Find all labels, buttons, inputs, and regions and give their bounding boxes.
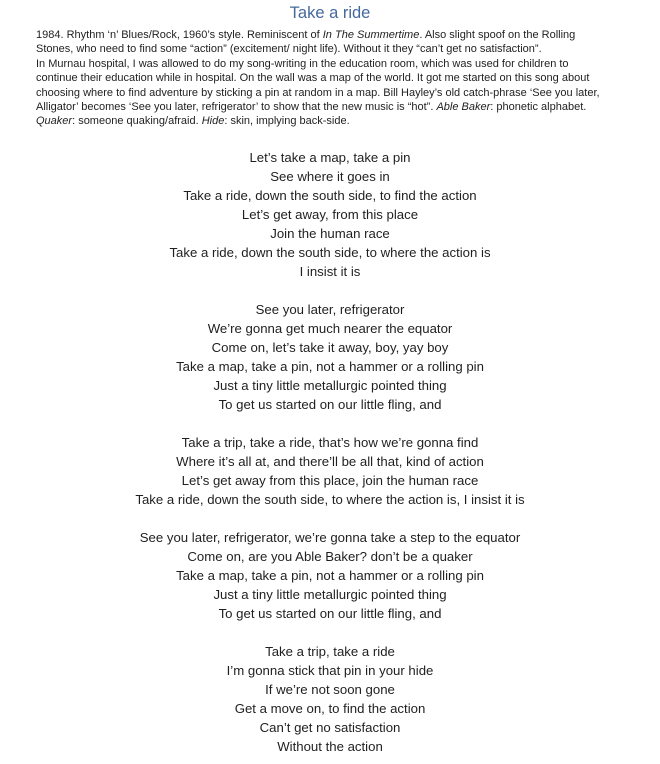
stanza (0, 642, 660, 756)
lyric-line: Just a tiny little metallurgic pointed thing (213, 586, 447, 602)
intro-segment: choosing where to find adventure by sticking a pin at random in a map. Bill Hayley’s old catch-phrase ‘See you later, (36, 86, 600, 99)
intro-segment: In Murnau hospital, I was allowed to do my song-writing in the education room, which was used for children to (36, 57, 569, 70)
lyric-line: Take a map, take a pin, not a hammer or a rolling pin (176, 567, 484, 583)
lyric-line: See you later, refrigerator, we’re gonna take a step to the equator (139, 529, 521, 545)
intro-line (36, 114, 642, 128)
lyric-line: If we’re not soon gone (265, 681, 395, 697)
lyric-line: See you later, refrigerator (255, 301, 405, 317)
lyric-line: Without the action (277, 738, 383, 754)
lyric-line: Take a trip, take a ride (265, 643, 395, 659)
intro-segment: : someone quaking/afraid. (72, 115, 202, 128)
intro-italic-segment: In The Summertime (322, 29, 420, 41)
lyric-line: See where it goes in (270, 168, 390, 184)
intro-segment: Alligator’ becomes ‘See you later, refrigerator’ to show that the new music is “hot”. (36, 101, 437, 114)
page-title: Take a ride (289, 4, 371, 22)
lyric-line: Take a trip, take a ride, that’s how we’re gonna find (181, 434, 479, 450)
lyric-line: Come on, are you Able Baker? don’t be a quaker (187, 548, 473, 564)
stanza (0, 528, 660, 623)
intro-italic-segment: Able Baker (436, 101, 491, 114)
lyrics (0, 148, 660, 756)
intro-segment: : skin, implying back-side. (224, 115, 350, 128)
stanza (0, 300, 660, 414)
intro-line (36, 86, 642, 100)
lyric-line: Where it’s all at, and there’ll be all that, kind of action (176, 453, 484, 469)
lyric-line: Let’s get away from this place, join the human race (181, 472, 479, 488)
lyric-line: Take a ride, down the south side, to find the action (183, 187, 477, 203)
intro-italic-segment: Hide (201, 115, 225, 128)
intro-line (36, 42, 642, 56)
lyric-line: Take a ride, down the south side, to where the action is, I insist it is (135, 491, 525, 507)
intro-line (36, 28, 642, 42)
lyric-line: To get us started on our little fling, and (218, 396, 442, 412)
lyric-line: I insist it is (299, 263, 361, 279)
intro-line (36, 100, 642, 114)
intro-segment: continue their education while in hospital. On the wall was a map of the world. It got me started on this song about (36, 72, 590, 85)
intro-line (36, 71, 642, 85)
lyric-line: Can’t get no satisfaction (259, 719, 401, 735)
lyric-line: Come on, let’s take it away, boy, yay boy (211, 339, 449, 355)
lyric-line: Take a map, take a pin, not a hammer or a rolling pin (176, 358, 484, 374)
lyric-line: To get us started on our little fling, and (218, 605, 442, 621)
lyric-line: Let’s get away, from this place (241, 206, 419, 222)
lyric-line: Join the human race (270, 225, 390, 241)
lyric-line: Take a ride, down the south side, to where the action is (169, 244, 491, 260)
intro-segment: Stones, who need to find some “action” (excitement/ night life). Without it they “can’t get no satisfaction”. (36, 43, 542, 56)
intro-line (36, 57, 642, 71)
stanza (0, 148, 660, 281)
lyric-line: Let’s take a map, take a pin (249, 149, 411, 165)
lyric-line: We’re gonna get much nearer the equator (207, 320, 453, 336)
intro-segment: 1984. Rhythm ‘n’ Blues/Rock, 1960’s style. Reminiscent of (36, 29, 323, 41)
stanza (0, 433, 660, 509)
lyric-line: Get a move on, to find the action (234, 700, 426, 716)
intro-segment: . Also slight spoof on the Rolling (419, 29, 576, 41)
lyric-line: Just a tiny little metallurgic pointed thing (213, 377, 447, 393)
lyric-line: I’m gonna stick that pin in your hide (226, 662, 434, 678)
intro-segment: : phonetic alphabet. (490, 101, 587, 114)
intro-italic-segment: Quaker (36, 115, 73, 128)
intro (36, 28, 642, 129)
